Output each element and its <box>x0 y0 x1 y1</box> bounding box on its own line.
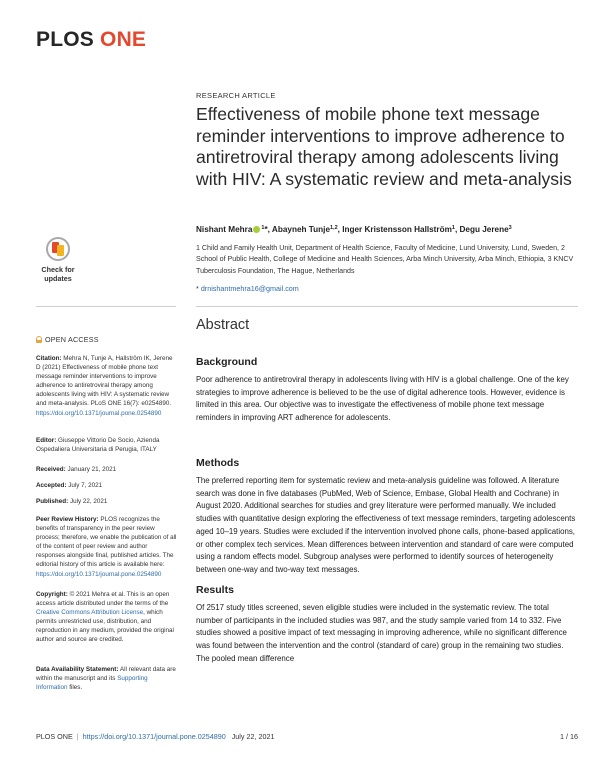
footer-date: July 22, 2021 <box>231 732 275 741</box>
corresponding-mark: * <box>264 225 268 234</box>
background-heading: Background <box>196 356 258 368</box>
author-name[interactable]: Inger Kristensson Hallström <box>342 225 452 234</box>
author-affil-number: 3 <box>508 225 512 231</box>
journal-logo[interactable] <box>36 28 146 52</box>
open-access-label: OPEN ACCESS <box>36 335 99 344</box>
peer-review-link[interactable]: https://doi.org/10.1371/journal.pone.0254890 <box>36 570 162 578</box>
author-list: Nishant Mehra $^1$*, Abayneh Tunje$^{1,2}$, Inger Kristensson Hallström$^1$, Degu Jerene$^3$ <box>196 225 512 234</box>
author-affil-number: 1 <box>451 225 455 231</box>
affiliations: 1 Child and Family Health Unit, Department of Health Science, Faculty of Medicine, Lund University, Lund, Sweden, 2 School of Public Health, College of Medicine and Health Sciences, Arba Minch University, Arba Minch, Ethiopia, 3 KNCV Tuberculosis Foundation, The Hague, Netherlands <box>196 244 574 275</box>
bookmark-yellow-icon <box>57 245 64 256</box>
abstract-heading: Abstract <box>196 317 250 333</box>
logo-one: ONE <box>100 28 147 51</box>
author-name[interactable]: Degu Jerene <box>459 225 509 234</box>
citation-doi-link[interactable]: https://doi.org/10.1371/journal.pone.0254890 <box>36 409 162 417</box>
open-lock-icon <box>36 336 42 343</box>
divider <box>196 306 578 307</box>
orcid-icon[interactable] <box>253 226 260 233</box>
page-footer: PLOS ONE | https://doi.org/10.1371/journal.pone.0254890 July 22, 2021 1 / 16 <box>36 732 578 741</box>
footer-doi-link[interactable]: https://doi.org/10.1371/journal.pone.0254890 <box>82 732 226 741</box>
divider <box>36 306 176 307</box>
email-link[interactable]: drnishantmehra16@gmail.com <box>200 284 299 293</box>
license-link[interactable]: Creative Commons Attribution License <box>36 609 144 617</box>
received-date: Received: January 21, 2021 <box>36 466 117 473</box>
author-affil-number: 1,2 <box>330 225 338 231</box>
article-title: Effectiveness of mobile phone text message reminder interventions to improve adherence to antiretroviral therapy among adolescents living with HIV: A systematic review and meta-analysis <box>196 104 572 189</box>
accepted-date: Accepted: July 7, 2021 <box>36 482 103 489</box>
logo-plos: PLOS <box>36 28 94 51</box>
author-name[interactable]: Abayneh Tunje <box>271 225 330 234</box>
article-type: RESEARCH ARTICLE <box>196 91 276 100</box>
copyright-block: Copyright: © 2021 Mehra et al. This is an open access article distributed under the terms of the Creative Commons Attribution License, which permits unrestricted use, distribution, and reproduction in any medium, provided the original author and source are credited. <box>36 591 174 644</box>
author-affil-number: 1 <box>261 225 265 231</box>
published-date: Published: July 22, 2021 <box>36 498 108 505</box>
peer-review-block: Peer Review History: PLOS recognizes the benefits of transparency in the peer review process; therefore, we enable the publication of all of the content of peer review and author responses alongside final, published articles. The editorial history of this article is available here: https://doi.org/10.1371/journal.pone.0254890 <box>36 516 177 578</box>
methods-paragraph: The preferred reporting item for systematic review and meta-analysis guideline was followed. A literature search was done in five databases (PubMed, Web of Science, Embase, Global Health and Cochrane) in August 2020. Additional searches for studies and grey literature were performed manually. We included studies with quantitative design exploring the effectiveness of text message reminders, targeting adolescents aged 10–19 years. Studies were excluded if the intervention involved phone calls, phone-based applications, or other complex tech services. Mean differences between intervention and standard of care were computed using a random effects model. Subgroup analyses were performed to identify sources of heterogeneity between one-way and two-way text messages. <box>196 476 576 574</box>
editor-block: Editor: Giuseppe Vittorio De Socio, Azienda Ospedaliera Universitaria di Perugia, ITALY <box>36 437 160 454</box>
results-paragraph: Of 2517 study titles screened, seven eligible studies were included in the systematic review. The total number of participants in the included studies was 987, and the study sample varied from 14 to 332. Five studies showed a positive impact of text messaging in improving adherence, while no significant difference was found between the intervention and the control (standard of care) group in the remaining two studies. The pooled mean difference <box>196 603 567 663</box>
check-updates-text: Check for updates <box>41 265 75 283</box>
citation-block: Citation: Mehra N, Tunje A, Hallström IK, Jerene D (2021) Effectiveness of mobile phone text message reminder interventions to improve adherence to antiretroviral therapy among adolescents living with HIV: A systematic review and meta-analysis. PLoS ONE 16(7): e0254890. https://doi.org/10.1371/journal.pone.0254890 <box>36 355 173 417</box>
corresponding-email <box>196 284 299 293</box>
supporting-information-link[interactable]: Supporting Information <box>36 675 148 692</box>
check-for-updates-badge[interactable] <box>36 237 80 289</box>
author-name[interactable]: Nishant Mehra <box>196 225 253 234</box>
corresponding-mark: * <box>196 284 199 293</box>
footer-journal: PLOS ONE <box>36 732 73 741</box>
methods-heading: Methods <box>196 457 240 469</box>
page-number: 1 / 16 <box>560 732 578 741</box>
background-paragraph: Poor adherence to antiretroviral therapy in adolescents living with HIV is a global challenge. One of the key strategies to improve adherence is believed to be the use of digital adherence tools. However, evidence is limited in this area. Our objective was to investigate the effectiveness of mobile phone text message reminders in improving ART adherence for adolescents. <box>196 375 569 423</box>
data-availability-block: Data Availability Statement: All relevant data are within the manuscript and its Supporting Information files. <box>36 666 176 692</box>
results-heading: Results <box>196 584 234 596</box>
